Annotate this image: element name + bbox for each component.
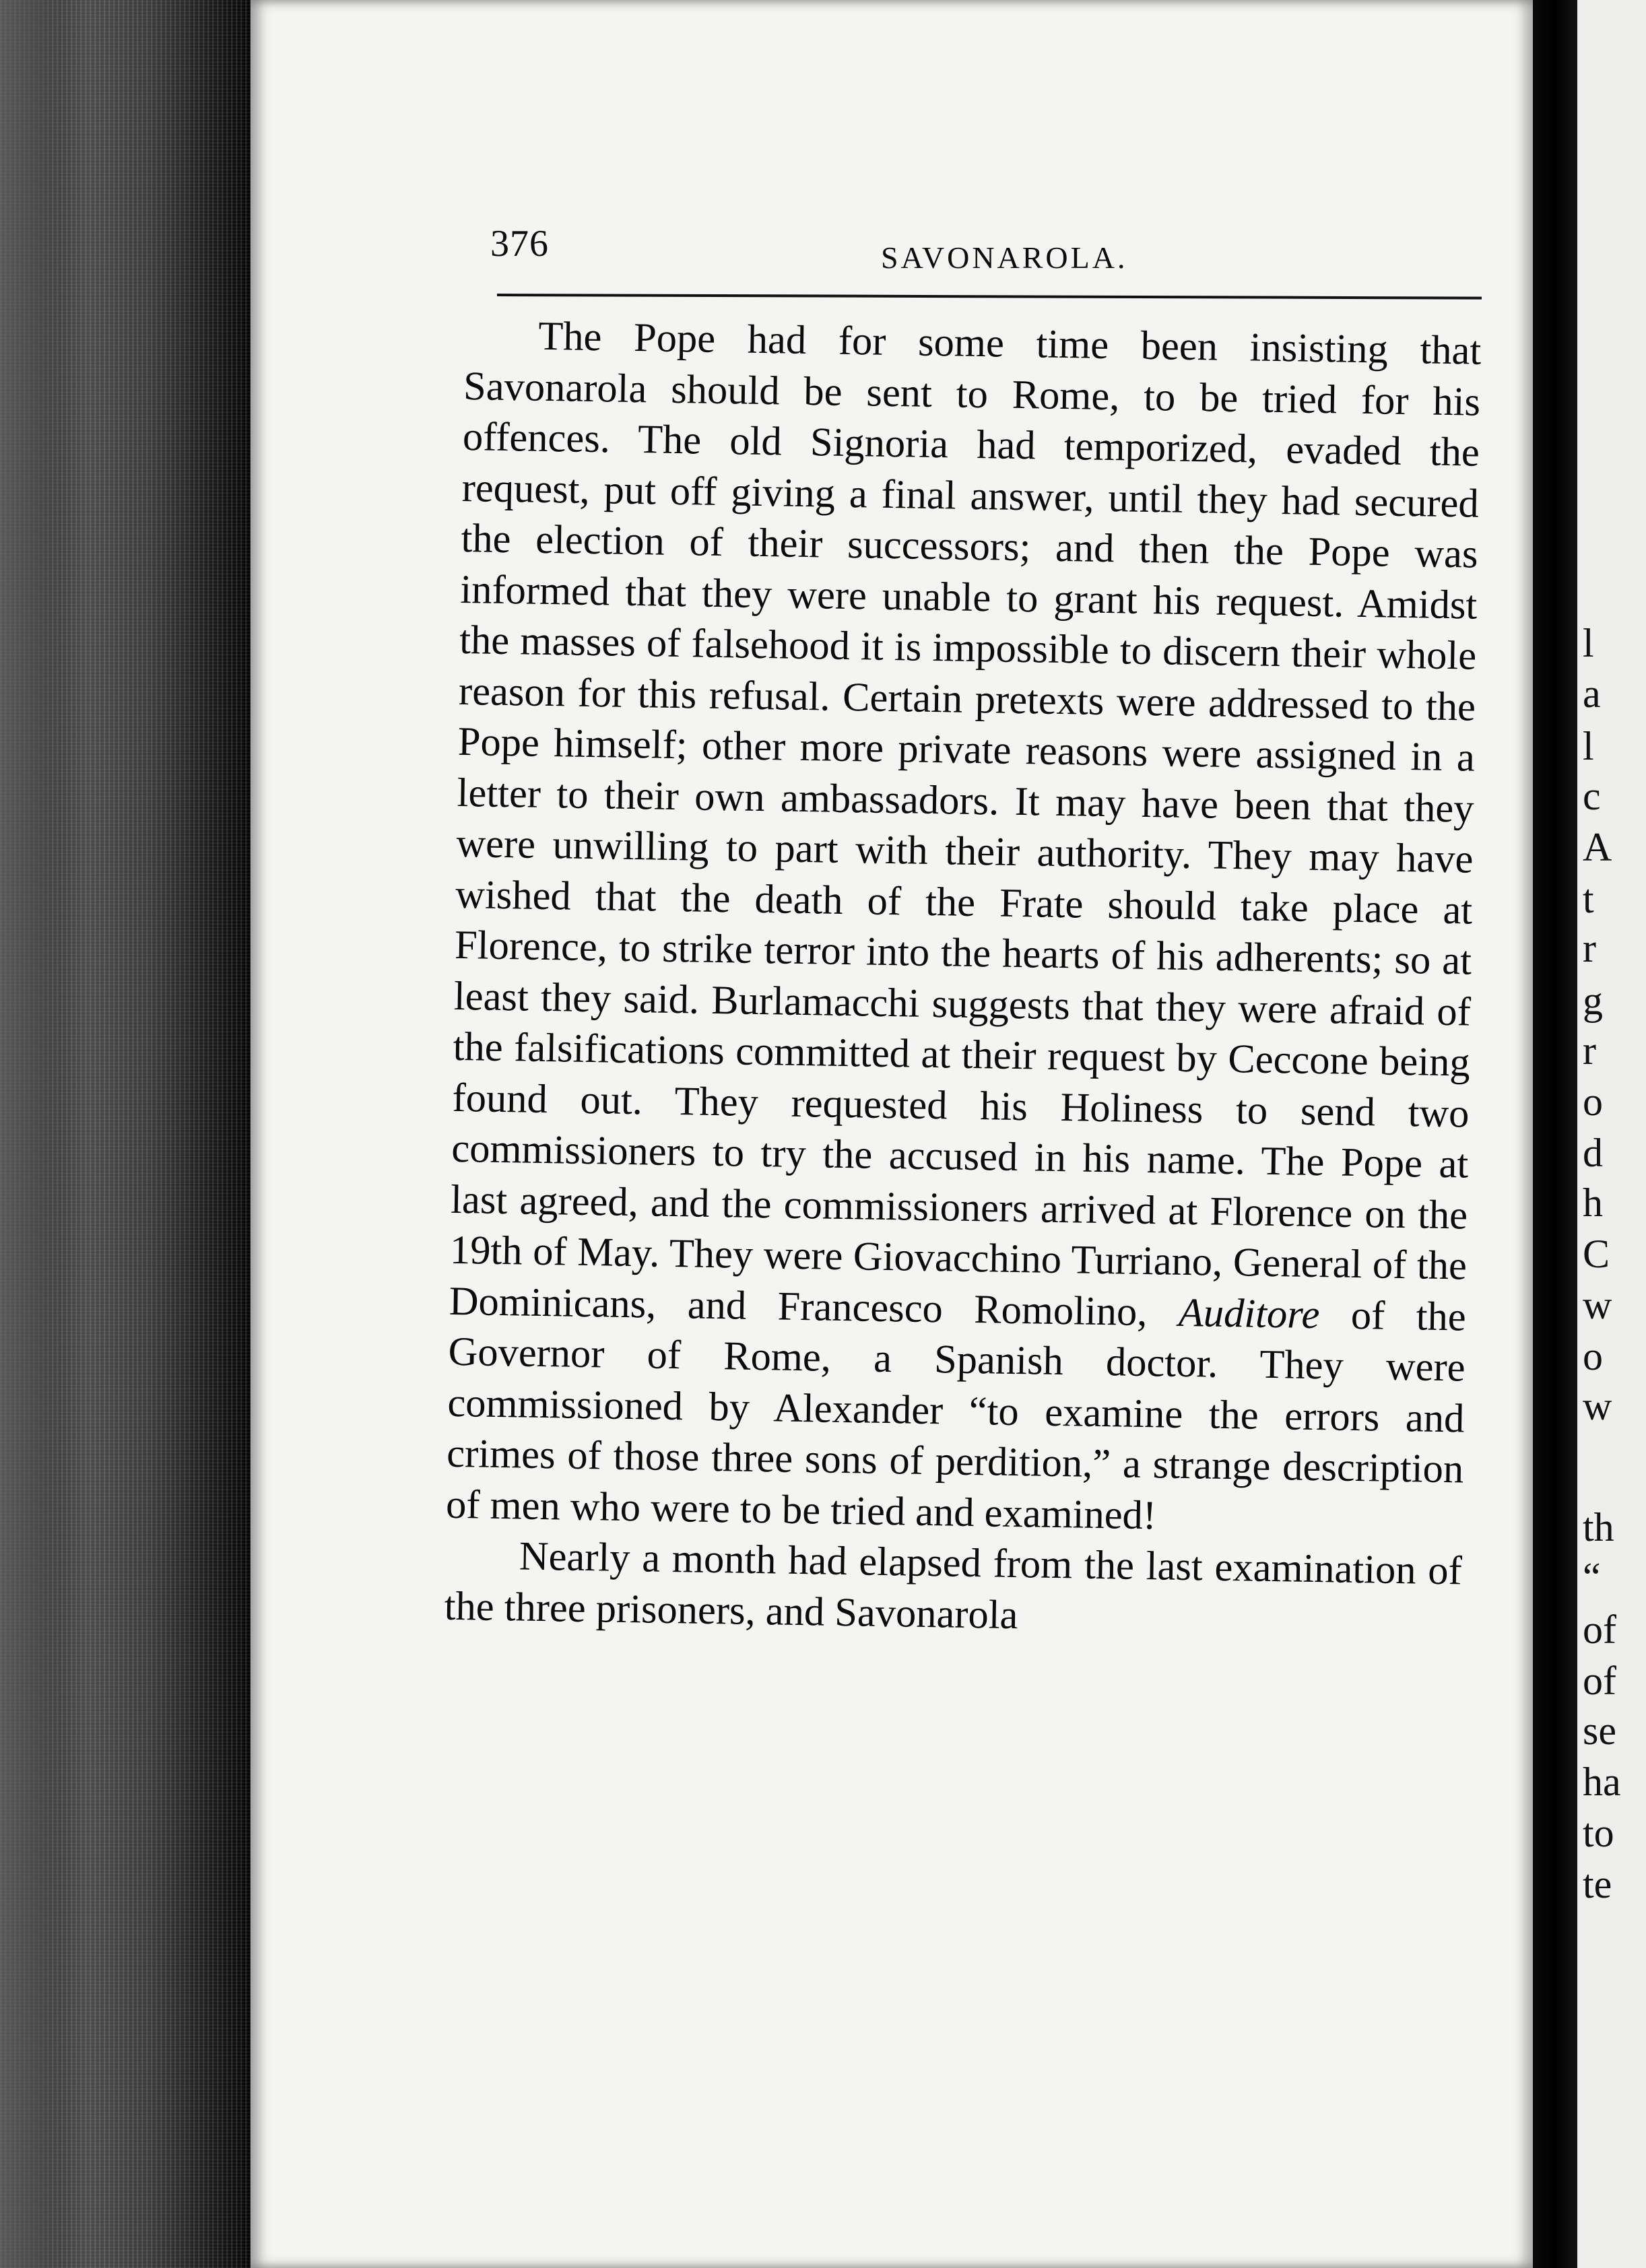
italic-term: Auditore bbox=[1178, 1290, 1320, 1337]
next-page-fragment: to bbox=[1583, 1811, 1614, 1855]
next-page-fragment: of bbox=[1583, 1607, 1616, 1652]
paragraph-1-text: The Pope had for some time been insisting that Savonarola should be sent to Rome, to be tried for his offences. The old Signoria had temporized, evaded the request, put off giving a final answer, until they had secured the election of their successors; and then the Pope was informed that they were unable to grant his request. Amidst the masses of falsehood it is impossible to discern their whole reason for this refusal. Certain pretexts were addressed to the Pope himself; other more private reasons were assigned in a letter to their own ambassadors. It may have been that they were unwilling to part with their authority. They may have wished that the death of the Frate should take place at Florence, to strike terror into the hearts of his adherents; so at least they said. Burlamacchi suggests that they were afraid of the falsifications committed at their request by Ceccone being found out. They requested his Holiness to send two commissioners to try the accused in his name. The Pope at last agreed, and the commissioners arrived at Florence on the 19th of May. They were Giovacchino Turriano, General of the Dominicans, and Francesco Romolino, bbox=[449, 313, 1482, 1335]
next-page-fragment: C bbox=[1583, 1232, 1610, 1276]
next-page-fragment: r bbox=[1583, 926, 1596, 970]
next-page-fragment: se bbox=[1583, 1708, 1616, 1753]
paragraph-2: Nearly a month had elapsed from the last examination of the three prisoners, and Savonarola bbox=[444, 1533, 1463, 1638]
page-gutter bbox=[1533, 0, 1577, 2268]
next-page-fragment: o bbox=[1583, 1079, 1603, 1124]
page-number: 376 bbox=[490, 223, 549, 265]
body-text bbox=[444, 310, 1482, 1647]
next-page-fragment: l bbox=[1583, 724, 1594, 768]
next-page-fragment: of bbox=[1583, 1659, 1616, 1703]
next-page-fragment: d bbox=[1583, 1131, 1603, 1175]
next-page-fragment: t bbox=[1583, 877, 1594, 921]
next-page-fragment: o bbox=[1583, 1334, 1603, 1378]
next-page-fragment: g bbox=[1583, 978, 1603, 1023]
spine-highlight bbox=[0, 0, 61, 2268]
next-page-fragment: a bbox=[1583, 671, 1601, 716]
paragraph-1-text-cont: of the Governor of Rome, a Spanish doctor. They were commissioned by Alexander “to examine the errors and crimes of those three sons of perdition,” a strange description of men who were to be tried and examined! bbox=[445, 1292, 1467, 1538]
next-page-fragment: ha bbox=[1583, 1760, 1621, 1804]
next-page-fragment: w bbox=[1583, 1384, 1612, 1428]
next-page-fragment: w bbox=[1583, 1283, 1612, 1327]
next-page-fragment: “ bbox=[1583, 1555, 1601, 1599]
next-page-fragment: A bbox=[1583, 825, 1612, 869]
next-page-fragment: th bbox=[1583, 1505, 1614, 1549]
next-page-fragment: r bbox=[1583, 1028, 1596, 1073]
next-page-fragment: c bbox=[1583, 774, 1601, 818]
next-page-fragment: te bbox=[1583, 1862, 1612, 1906]
next-page-fragment: h bbox=[1583, 1180, 1603, 1225]
running-head bbox=[490, 222, 1487, 290]
running-title: SAVONAROLA. bbox=[881, 240, 1128, 275]
paragraph-1 bbox=[446, 310, 1482, 1545]
next-page-fragment: l bbox=[1583, 621, 1594, 665]
next-page-edge bbox=[1577, 0, 1646, 2268]
